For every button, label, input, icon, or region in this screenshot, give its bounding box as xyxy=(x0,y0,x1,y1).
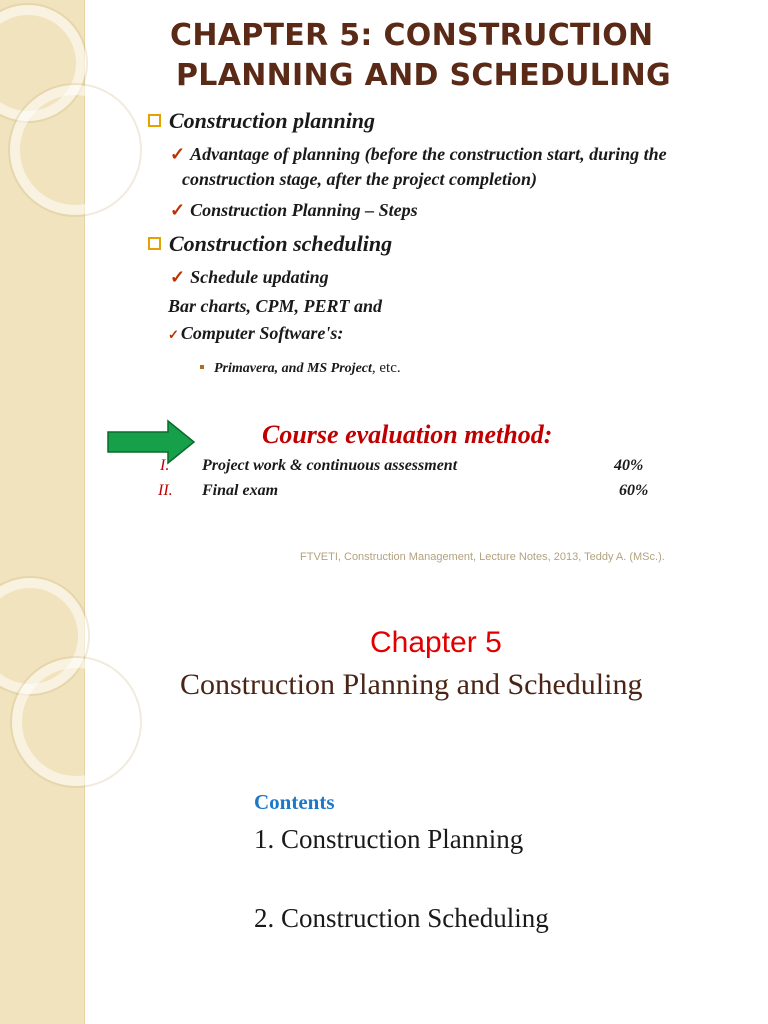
bullet-computer-software: ✓ Computer Software's: xyxy=(168,323,344,343)
bullet-construction-scheduling: Construction scheduling xyxy=(148,231,392,257)
chapter-subtitle: Construction Planning and Scheduling xyxy=(180,668,643,701)
checkmark-icon: ✓ xyxy=(170,267,186,287)
bullet-advantage-continuation: construction stage, after the project completion) xyxy=(182,169,537,189)
chapter-title: Chapter 5 xyxy=(370,626,502,659)
eval-item-2-weight: 60% xyxy=(619,482,649,499)
decorative-ring xyxy=(10,85,140,215)
small-square-bullet-icon xyxy=(200,365,204,369)
decorative-side-band xyxy=(0,0,85,512)
eval-item-2-numeral: II. xyxy=(158,482,173,499)
slide-gap xyxy=(0,512,768,576)
toc-item-1: 1. Construction Planning xyxy=(254,824,524,854)
slide-title-line-1: CHAPTER 5: CONSTRUCTION xyxy=(170,18,654,53)
slide-footer: FTVETI, Construction Management, Lecture Notes, 2013, Teddy A. (MSc.). xyxy=(300,551,665,563)
slide-title-line-2: PLANNING AND SCHEDULING xyxy=(176,58,671,93)
square-bullet-icon xyxy=(148,114,161,127)
square-bullet-icon xyxy=(148,237,161,250)
decorative-ring xyxy=(12,658,140,786)
slide-2 xyxy=(0,576,768,1024)
eval-item-1-label: Project work & continuous assessment xyxy=(202,457,458,474)
bullet-construction-planning: Construction planning xyxy=(148,108,375,134)
checkmark-icon: ✓ xyxy=(168,327,179,342)
eval-item-1-weight: 40% xyxy=(614,457,644,474)
decorative-side-band xyxy=(0,576,85,1024)
bar-charts-line: Bar charts, CPM, PERT and xyxy=(168,296,383,316)
bullet-planning-steps: ✓ Construction Planning – Steps xyxy=(170,200,418,220)
checkmark-icon: ✓ xyxy=(170,200,186,220)
eval-item-1-numeral: I. xyxy=(160,457,170,474)
checkmark-icon: ✓ xyxy=(170,144,186,164)
bullet-primavera: Primavera, and MS Project, etc. xyxy=(200,360,401,377)
decorative-side-band xyxy=(0,512,85,576)
bullet-advantage-of-planning: ✓ Advantage of planning (before the construction start, during the xyxy=(170,144,667,164)
bullet-schedule-updating: ✓ Schedule updating xyxy=(170,267,329,287)
green-arrow-icon xyxy=(106,419,196,465)
eval-item-2-label: Final exam xyxy=(202,482,279,499)
toc-item-2: 2. Construction Scheduling xyxy=(254,903,549,933)
contents-heading: Contents xyxy=(254,790,335,814)
course-evaluation-title: Course evaluation method: xyxy=(262,420,553,449)
